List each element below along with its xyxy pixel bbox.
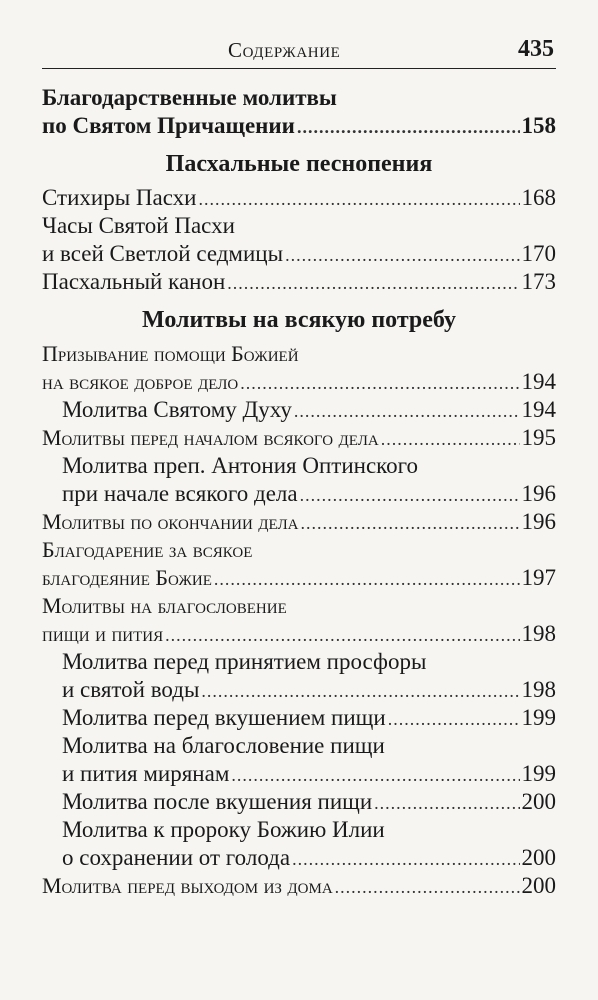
toc-page-number: 194 xyxy=(521,397,556,422)
toc-page-number: 200 xyxy=(521,789,556,814)
toc-page-number: 170 xyxy=(521,241,556,266)
section-heading: Пасхальные песнопения xyxy=(165,151,433,177)
dot-leader xyxy=(198,185,519,213)
toc-line xyxy=(42,84,556,112)
toc-page-number: 198 xyxy=(521,677,556,702)
toc-entry-title: и святой воды xyxy=(62,677,200,702)
toc-entry xyxy=(42,564,556,592)
toc-entry xyxy=(42,368,556,396)
toc-line xyxy=(42,452,556,480)
dot-leader xyxy=(231,761,519,789)
dot-leader xyxy=(240,369,519,397)
toc-entry xyxy=(42,424,556,452)
toc-entry-title: Молитва Святому Духу xyxy=(62,397,292,422)
toc-entry-title: Молитвы по окончании дела xyxy=(42,509,299,534)
toc-entry xyxy=(42,184,556,212)
toc-entry-title: Молитва на благословение пищи xyxy=(62,733,385,758)
toc-line xyxy=(42,212,556,240)
toc-line xyxy=(42,340,556,368)
toc-entry-title: Пасхальный канон xyxy=(42,269,226,294)
toc-entry-title: Молитвы перед началом всякого дела xyxy=(42,425,379,450)
dot-leader xyxy=(297,113,520,141)
toc-entry xyxy=(42,268,556,296)
dot-leader xyxy=(388,705,520,733)
dot-leader xyxy=(300,509,519,537)
toc-entry xyxy=(42,480,556,508)
toc-page-number: 158 xyxy=(521,113,556,138)
toc-page-number: 168 xyxy=(521,185,556,210)
toc-entry-title: и пития мирянам xyxy=(62,761,230,786)
toc-entry-title: на всякое доброе дело xyxy=(42,369,239,394)
table-of-contents xyxy=(42,84,556,900)
toc-entry xyxy=(42,620,556,648)
running-header xyxy=(42,34,556,69)
dot-leader xyxy=(201,677,519,705)
toc-entry-title: пищи и пития xyxy=(42,621,164,646)
toc-entry-title: о сохранении от голода xyxy=(62,845,291,870)
section-heading: Молитвы на всякую потребу xyxy=(141,307,457,333)
dot-leader xyxy=(227,269,519,297)
dot-leader xyxy=(214,565,520,593)
toc-page-number: 197 xyxy=(521,565,556,590)
toc-entry xyxy=(42,872,556,900)
toc-entry-title: Благодарственные молитвы xyxy=(42,85,337,110)
toc-entry-title: Стихиры Пасхи xyxy=(42,185,197,210)
toc-entry-title: Молитва перед вкушением пищи xyxy=(62,705,386,730)
toc-page-number: 173 xyxy=(521,269,556,294)
toc-page-number: 196 xyxy=(521,481,556,506)
toc-entry xyxy=(42,396,556,424)
toc-line xyxy=(42,536,556,564)
page-number: 435 xyxy=(518,36,554,62)
toc-entry-title: Молитва к пророку Божию Илии xyxy=(62,817,385,842)
dot-leader xyxy=(165,621,519,649)
toc-entry xyxy=(42,676,556,704)
toc-page-number: 195 xyxy=(521,425,556,450)
toc-line xyxy=(42,732,556,760)
dot-leader xyxy=(292,845,519,873)
toc-entry xyxy=(42,844,556,872)
toc-page-number: 196 xyxy=(521,509,556,534)
toc-line xyxy=(42,592,556,620)
toc-entry-title: и всей Светлой седмицы xyxy=(42,241,284,266)
toc-entry-title: Благодарение за всякое xyxy=(42,537,253,562)
toc-page-number: 194 xyxy=(521,369,556,394)
toc-line xyxy=(42,648,556,676)
toc-entry-title: Молитва преп. Антония Оптинского xyxy=(62,453,419,478)
toc-page-number: 199 xyxy=(521,705,556,730)
toc-entry-title: Призывание помощи Божией xyxy=(42,341,299,366)
toc-entry-title: Молитвы на благословение xyxy=(42,593,287,618)
toc-entry xyxy=(42,240,556,268)
dot-leader xyxy=(335,873,520,901)
toc-entry-title: Часы Святой Пасхи xyxy=(42,213,235,238)
dot-leader xyxy=(294,397,520,425)
toc-entry-title: Молитва перед выходом из дома xyxy=(42,873,333,898)
toc-entry-title: Молитва перед принятием просфоры xyxy=(62,649,427,674)
dot-leader xyxy=(374,789,519,817)
toc-page-number: 198 xyxy=(521,621,556,646)
toc-line xyxy=(42,816,556,844)
toc-page-number: 200 xyxy=(521,873,556,898)
toc-entry xyxy=(42,788,556,816)
toc-page-number: 199 xyxy=(521,761,556,786)
toc-entry-title: благодеяние Божие xyxy=(42,565,212,590)
toc-entry xyxy=(42,508,556,536)
toc-entry-title: Молитва после вкушения пищи xyxy=(62,789,373,814)
toc-entry-title: по Святом Причащении xyxy=(42,113,295,138)
toc-entry xyxy=(42,760,556,788)
dot-leader xyxy=(300,481,520,509)
dot-leader xyxy=(285,241,519,269)
toc-entry xyxy=(42,112,556,140)
toc-entry xyxy=(42,704,556,732)
toc-page-number: 200 xyxy=(521,845,556,870)
header-title: Содержание xyxy=(228,38,341,62)
toc-entry-title: при начале всякого дела xyxy=(62,481,298,506)
dot-leader xyxy=(381,425,520,453)
